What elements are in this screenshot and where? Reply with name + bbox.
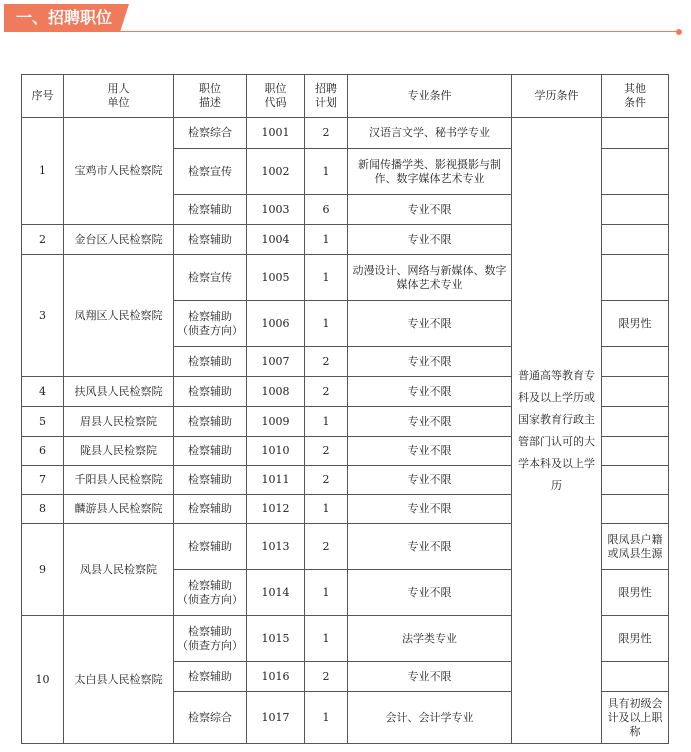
cell-seq: 5 xyxy=(22,407,64,437)
cell-seq: 6 xyxy=(22,437,64,466)
cell-other xyxy=(602,149,669,195)
cell-plan: 1 xyxy=(305,495,348,524)
cell-code: 1012 xyxy=(247,495,305,524)
cell-code: 1015 xyxy=(247,616,305,662)
cell-major: 新闻传播学类、影视摄影与制作、数字媒体艺术专业 xyxy=(348,149,512,195)
cell-other xyxy=(602,118,669,149)
cell-unit: 金台区人民检察院 xyxy=(64,225,174,255)
cell-code: 1003 xyxy=(247,195,305,225)
cell-code: 1007 xyxy=(247,347,305,377)
cell-unit: 千阳县人民检察院 xyxy=(64,466,174,495)
col-header-code: 职位 代码 xyxy=(247,75,305,118)
cell-plan: 1 xyxy=(305,616,348,662)
cell-major: 专业不限 xyxy=(348,466,512,495)
cell-code: 1006 xyxy=(247,301,305,347)
cell-code: 1001 xyxy=(247,118,305,149)
cell-code: 1014 xyxy=(247,570,305,616)
cell-plan: 1 xyxy=(305,255,348,301)
cell-unit: 凤县人民检察院 xyxy=(64,524,174,616)
cell-seq: 9 xyxy=(22,524,64,616)
cell-seq: 3 xyxy=(22,255,64,377)
cell-position: 检察辅助 xyxy=(174,495,247,524)
cell-major: 专业不限 xyxy=(348,570,512,616)
cell-unit: 陇县人民检察院 xyxy=(64,437,174,466)
cell-plan: 2 xyxy=(305,437,348,466)
positions-table xyxy=(21,74,669,744)
cell-other: 限男性 xyxy=(602,570,669,616)
cell-plan: 1 xyxy=(305,407,348,437)
cell-unit: 太白县人民检察院 xyxy=(64,616,174,744)
cell-other: 具有初级会计及以上职称 xyxy=(602,692,669,744)
cell-position: 检察辅助 （侦查方向） xyxy=(174,301,247,347)
cell-position: 检察辅助 （侦查方向） xyxy=(174,616,247,662)
cell-other xyxy=(602,195,669,225)
cell-code: 1011 xyxy=(247,466,305,495)
col-header-plan: 招聘 计划 xyxy=(305,75,348,118)
cell-other xyxy=(602,407,669,437)
cell-major: 专业不限 xyxy=(348,495,512,524)
cell-position: 检察辅助 xyxy=(174,225,247,255)
cell-seq: 7 xyxy=(22,466,64,495)
cell-other: 限男性 xyxy=(602,616,669,662)
cell-plan: 2 xyxy=(305,466,348,495)
col-header-education: 学历条件 xyxy=(512,75,602,118)
table-header-row xyxy=(22,75,669,118)
cell-major: 专业不限 xyxy=(348,195,512,225)
cell-seq: 1 xyxy=(22,118,64,225)
section-title: 一、招聘职位 xyxy=(4,4,120,32)
cell-plan: 1 xyxy=(305,301,348,347)
cell-code: 1009 xyxy=(247,407,305,437)
cell-major: 专业不限 xyxy=(348,225,512,255)
cell-plan: 2 xyxy=(305,347,348,377)
cell-position: 检察辅助 （侦查方向） xyxy=(174,570,247,616)
cell-position: 检察综合 xyxy=(174,692,247,744)
cell-unit: 凤翔区人民检察院 xyxy=(64,255,174,377)
cell-code: 1010 xyxy=(247,437,305,466)
col-header-unit: 用人 单位 xyxy=(64,75,174,118)
cell-major: 法学类专业 xyxy=(348,616,512,662)
cell-plan: 2 xyxy=(305,118,348,149)
cell-position: 检察辅助 xyxy=(174,662,247,692)
cell-plan: 2 xyxy=(305,377,348,407)
cell-plan: 1 xyxy=(305,149,348,195)
col-header-seq: 序号 xyxy=(22,75,64,118)
cell-plan: 2 xyxy=(305,662,348,692)
cell-code: 1004 xyxy=(247,225,305,255)
cell-other xyxy=(602,662,669,692)
cell-position: 检察辅助 xyxy=(174,377,247,407)
cell-position: 检察辅助 xyxy=(174,195,247,225)
cell-other xyxy=(602,225,669,255)
divider-dot xyxy=(676,29,682,35)
cell-position: 检察辅助 xyxy=(174,407,247,437)
cell-code: 1002 xyxy=(247,149,305,195)
cell-position: 检察辅助 xyxy=(174,466,247,495)
cell-other xyxy=(602,377,669,407)
cell-plan: 1 xyxy=(305,692,348,744)
cell-code: 1016 xyxy=(247,662,305,692)
cell-major: 专业不限 xyxy=(348,437,512,466)
cell-other: 限凤县户籍或凤县生源 xyxy=(602,524,669,570)
cell-seq: 8 xyxy=(22,495,64,524)
cell-plan: 2 xyxy=(305,524,348,570)
cell-major: 专业不限 xyxy=(348,377,512,407)
cell-major: 动漫设计、网络与新媒体、数字媒体艺术专业 xyxy=(348,255,512,301)
cell-position: 检察宣传 xyxy=(174,255,247,301)
cell-seq: 10 xyxy=(22,616,64,744)
cell-other xyxy=(602,347,669,377)
cell-seq: 2 xyxy=(22,225,64,255)
cell-code: 1008 xyxy=(247,377,305,407)
cell-major: 专业不限 xyxy=(348,524,512,570)
col-header-position: 职位 描述 xyxy=(174,75,247,118)
cell-code: 1017 xyxy=(247,692,305,744)
cell-unit: 麟游县人民检察院 xyxy=(64,495,174,524)
cell-position: 检察辅助 xyxy=(174,524,247,570)
cell-major: 专业不限 xyxy=(348,407,512,437)
cell-major: 会计、会计学专业 xyxy=(348,692,512,744)
cell-position: 检察辅助 xyxy=(174,347,247,377)
cell-unit: 宝鸡市人民检察院 xyxy=(64,118,174,225)
cell-major: 专业不限 xyxy=(348,662,512,692)
cell-position: 检察综合 xyxy=(174,118,247,149)
cell-plan: 1 xyxy=(305,570,348,616)
cell-position: 检察宣传 xyxy=(174,149,247,195)
cell-unit: 眉县人民检察院 xyxy=(64,407,174,437)
cell-other xyxy=(602,437,669,466)
table-row xyxy=(22,118,669,149)
cell-major: 专业不限 xyxy=(348,301,512,347)
cell-plan: 1 xyxy=(305,225,348,255)
cell-other xyxy=(602,255,669,301)
cell-position: 检察辅助 xyxy=(174,437,247,466)
cell-other xyxy=(602,466,669,495)
cell-other: 限男性 xyxy=(602,301,669,347)
section-title-tail xyxy=(120,4,129,32)
cell-major: 汉语言文学、秘书学专业 xyxy=(348,118,512,149)
cell-major: 专业不限 xyxy=(348,347,512,377)
cell-education: 普通高等教育专 科及以上学历或 国家教育行政主 管部门认可的大 学本科及以上学 历 xyxy=(512,118,602,744)
col-header-other: 其他 条件 xyxy=(602,75,669,118)
cell-unit: 扶风县人民检察院 xyxy=(64,377,174,407)
cell-plan: 6 xyxy=(305,195,348,225)
section-divider xyxy=(120,31,678,32)
cell-seq: 4 xyxy=(22,377,64,407)
cell-code: 1005 xyxy=(247,255,305,301)
col-header-major: 专业条件 xyxy=(348,75,512,118)
cell-code: 1013 xyxy=(247,524,305,570)
cell-other xyxy=(602,495,669,524)
